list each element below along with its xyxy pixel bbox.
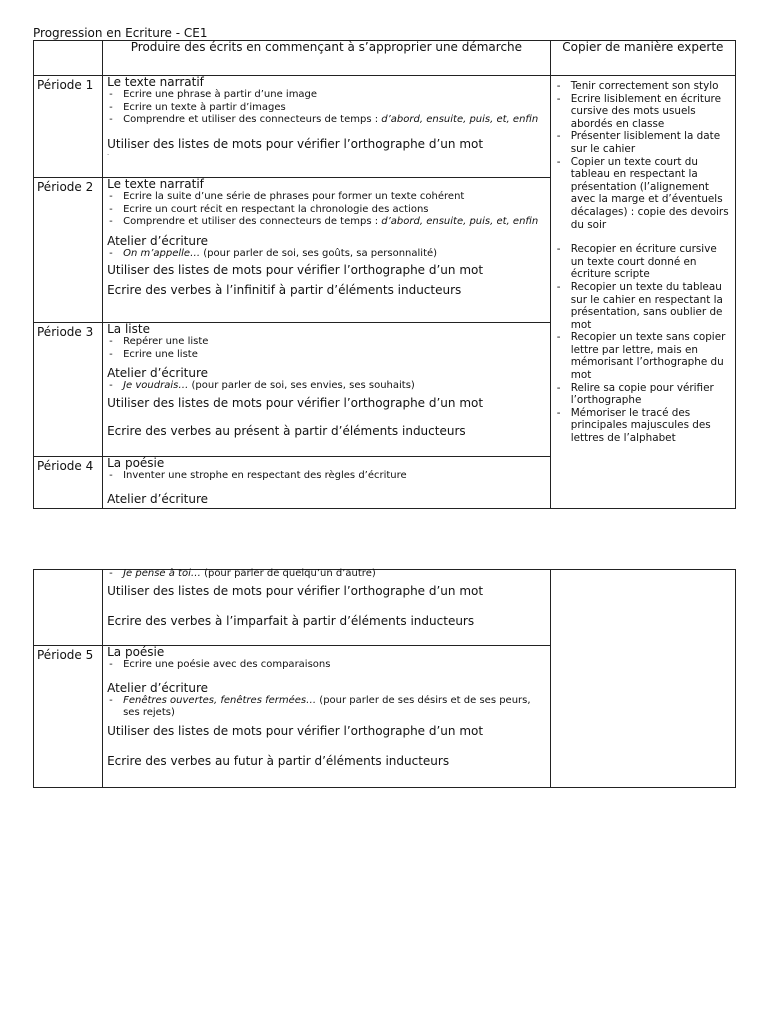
periode-1-content xyxy=(103,76,551,178)
p1-dot: . xyxy=(107,149,110,157)
p2-list xyxy=(103,191,550,229)
p1-item-1: - Ecrire une phrase à partir d’une image xyxy=(107,89,544,102)
progression-table-page2 xyxy=(33,569,736,788)
p2-atelier-rest: (pour parler de soi, ses goûts, sa personnalité) xyxy=(200,247,438,259)
p4-cont-item xyxy=(107,568,544,581)
p1-listes: Utiliser des listes de mots pour vérifier l’orthographe d’un mot xyxy=(107,136,484,151)
p4-cont-list xyxy=(103,568,550,581)
periode-4-cont-label xyxy=(34,570,103,646)
copier-item-5: - Recopier en écriture cursive un texte court donné en écriture scripte xyxy=(555,243,731,281)
p4-cont-italic: Je pense à toi… xyxy=(123,568,201,579)
p4-list xyxy=(103,470,550,483)
copier-item-6: - Recopier un texte du tableau sur le cahier en respectant la présentation, sans oublier de mot xyxy=(555,281,731,331)
progression-table-page1 xyxy=(33,40,736,509)
p2-item-connect xyxy=(107,216,544,229)
copier-column xyxy=(550,76,735,509)
copier-column-cont xyxy=(550,570,735,788)
p3-listes: Utiliser des listes de mots pour vérifier l’orthographe d’un mot xyxy=(107,395,484,410)
p4-cont-rest: (pour parler de quelqu’un d’autre) xyxy=(200,568,376,579)
p5-atelier: Atelier d’écriture xyxy=(107,680,209,695)
p3-atelier-rest: (pour parler de soi, ses envies, ses souhaits) xyxy=(188,380,415,391)
periode-2-label: Période 2 xyxy=(34,178,103,323)
header-empty-cell xyxy=(34,41,103,76)
p1-heading: Le texte narratif xyxy=(107,75,204,89)
p3-list xyxy=(103,336,550,361)
p5-list xyxy=(103,659,550,672)
p5-atelier-list xyxy=(103,695,550,720)
document-title: Progression en Ecriture - CE1 xyxy=(33,26,208,40)
copier-item-3: - Présenter lisiblement la date sur le cahier xyxy=(555,130,731,155)
p5-verbes: Ecrire des verbes au futur à partir d’éléments inducteurs xyxy=(107,753,450,768)
copier-item-7: - Recopier un texte sans copier lettre par lettre, mais en mémorisant l’orthographe du mot xyxy=(555,331,731,381)
p3-item-2: - Ecrire une liste xyxy=(107,349,544,362)
p5-atelier-item xyxy=(107,695,544,720)
periode-4-label: Période 4 xyxy=(34,457,103,509)
p3-heading: La liste xyxy=(107,322,150,336)
periode-2-content xyxy=(103,178,551,323)
p4-listes: Utiliser des listes de mots pour vérifier l’orthographe d’un mot xyxy=(107,583,484,598)
p2-atelier-list xyxy=(103,248,550,261)
p3-atelier-item xyxy=(107,380,544,393)
periode-5-label: Période 5 xyxy=(34,646,103,788)
periode-3-label: Période 3 xyxy=(34,323,103,457)
periode-1-label: Période 1 xyxy=(34,76,103,178)
p3-atelier: Atelier d’écriture xyxy=(107,366,209,380)
periode-5-content xyxy=(103,646,551,788)
p4-item-1: - Inventer une strophe en respectant des règles d’écriture xyxy=(107,470,544,483)
p4-heading: La poésie xyxy=(107,456,165,470)
p2-connect-text: Comprendre et utiliser des connecteurs de temps : xyxy=(123,216,382,227)
header-row xyxy=(34,41,736,76)
p3-verbes: Ecrire des verbes au présent à partir d’éléments inducteurs xyxy=(107,423,466,438)
copier-item-8: - Relire sa copie pour vérifier l’orthographe xyxy=(555,382,731,407)
p5-item-1: - Ecrire une poésie avec des comparaisons xyxy=(107,659,544,672)
p2-item-2: - Ecrire un court récit en respectant la chronologie des actions xyxy=(107,204,544,217)
periode-3-content xyxy=(103,323,551,457)
header-produire: Produire des écrits en commençant à s’approprier une démarche xyxy=(103,41,551,76)
header-copier: Copier de manière experte xyxy=(550,41,735,76)
p3-atelier-list xyxy=(103,380,550,393)
p2-atelier-italic: On m’appelle… xyxy=(123,247,201,259)
p1-connect-text: Comprendre et utiliser des connecteurs de temps : xyxy=(123,114,382,125)
row-periode-4-cont xyxy=(34,570,736,646)
p2-heading: Le texte narratif xyxy=(107,177,204,191)
p4-atelier: Atelier d’écriture xyxy=(107,491,209,506)
p1-item-connect xyxy=(107,114,544,127)
p5-atelier-italic: Fenêtres ouvertes, fenêtres fermées… xyxy=(123,694,317,706)
copier-item-1: - Tenir correctement son stylo xyxy=(555,80,731,93)
p2-connect-italic: d’abord, ensuite, puis, et, enfin xyxy=(381,216,539,227)
p5-heading: La poésie xyxy=(107,645,165,659)
p3-atelier-italic: Je voudrais… xyxy=(123,380,189,391)
p2-atelier: Atelier d’écriture xyxy=(107,233,209,248)
periode-4-content xyxy=(103,457,551,509)
p2-item-1: - Ecrire la suite d’une série de phrases pour former un texte cohérent xyxy=(107,191,544,204)
p5-atelier-rest: (pour parler de ses désirs et de ses peurs, ses rejets) xyxy=(123,694,531,718)
periode-4-cont-content xyxy=(103,570,551,646)
p2-atelier-item xyxy=(107,248,544,261)
p1-item-2: - Ecrire un texte à partir d’images xyxy=(107,102,544,115)
p3-item-1: - Repérer une liste xyxy=(107,336,544,349)
row-periode-1 xyxy=(34,76,736,178)
p4-verbes: Ecrire des verbes à l’imparfait à partir d’éléments inducteurs xyxy=(107,613,475,628)
p1-connect-italic: d’abord, ensuite, puis, et, enfin xyxy=(381,114,539,125)
p2-verbes: Ecrire des verbes à l’infinitif à partir d’éléments inducteurs xyxy=(107,283,462,297)
p5-listes: Utiliser des listes de mots pour vérifier l’orthographe d’un mot xyxy=(107,723,484,738)
p2-listes: Utiliser des listes de mots pour vérifier l’orthographe d’un mot xyxy=(107,263,484,277)
copier-item-2: - Ecrire lisiblement en écriture cursive des mots usuels abordés en classe xyxy=(555,93,731,131)
p1-list xyxy=(103,89,550,127)
copier-list xyxy=(551,76,735,445)
copier-item-9: - Mémoriser le tracé des principales majuscules des lettres de l’alphabet xyxy=(555,407,731,445)
copier-item-4: - Copier un texte court du tableau en respectant la présentation (l’alignement avec la marge et d’éventuels décalages) : copie des devoirs du soir xyxy=(555,156,731,232)
